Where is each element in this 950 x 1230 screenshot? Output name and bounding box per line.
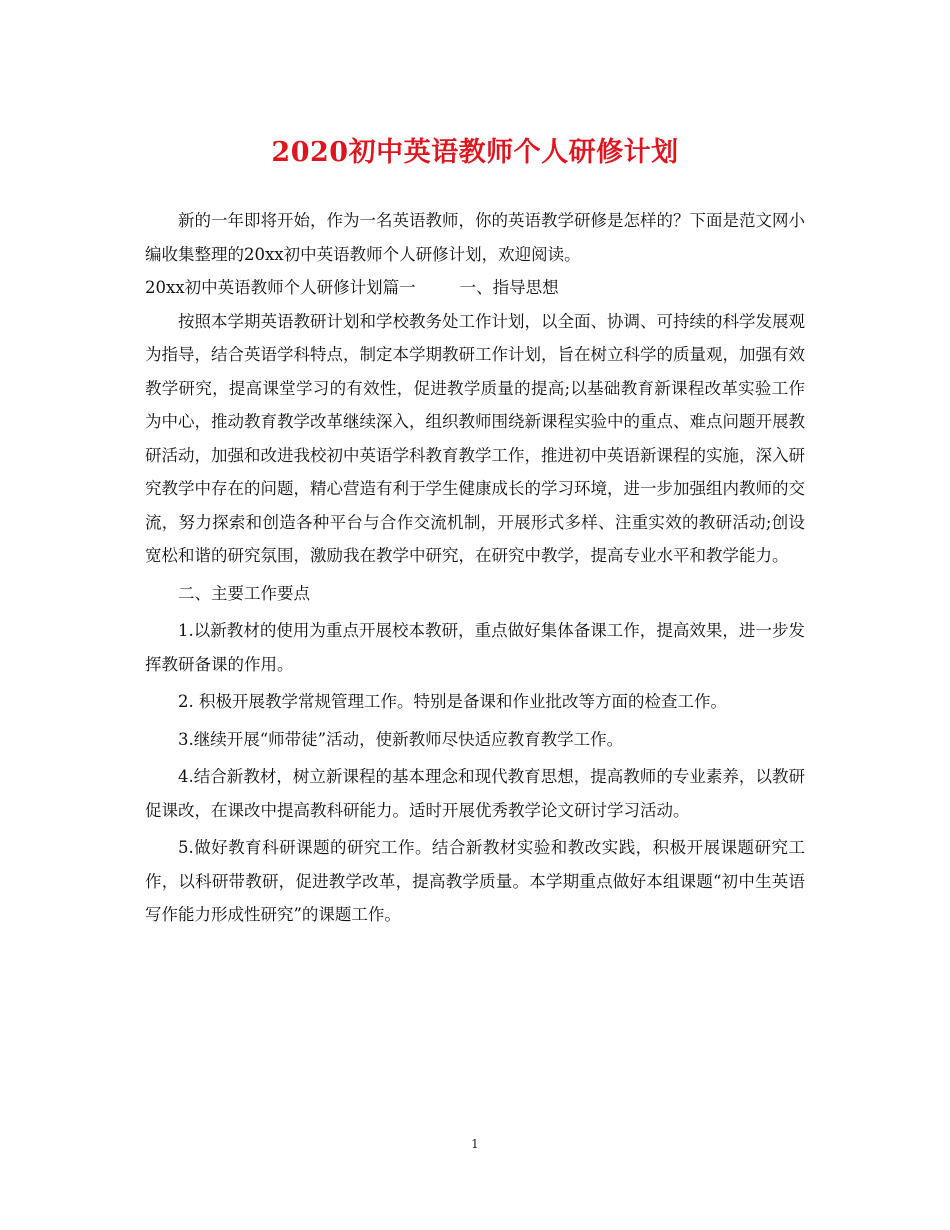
point-item: 4.结合新教材，树立新课程的基本理念和现代教育思想，提高教师的专业素养，以教研促课改，在课改中提高教科研能力。适时开展优秀教学论文研讨学习活动。 [145,767,805,820]
point-item: 1.以新教材的使用为重点开展校本教研，重点做好集体备课工作，提高效果，进一步发挥教研备课的作用。 [145,621,805,674]
section-heading-b: 一、指导思想 [459,278,559,297]
intro-paragraph: 新的一年即将开始，作为一名英语教师，你的英语教学研修是怎样的？下面是范文网小编收集整理的20xx初中英语教师个人研修计划，欢迎阅读。 [145,211,805,264]
point-item: 2. 积极开展教学常规管理工作。特别是备课和作业批改等方面的检查工作。 [178,692,727,711]
point-item: 5.做好教育科研课题的研究工作。结合新教材实验和教改实践，积极开展课题研究工作，以科研带教研，促进教学改革，提高教学质量。本学期重点做好本组课题“初中生英语写作能力形成性研究”的课题工作。 [145,838,805,924]
main-points-heading: 二、主要工作要点 [178,583,310,603]
section-heading-line [145,271,805,305]
point-item: 3.继续开展“师带徒”活动，使新教师尽快适应教育教学工作。 [178,729,624,749]
document-title: 2020初中英语教师个人研修计划 [271,137,679,168]
page-number: 1 [471,1137,479,1151]
section-heading-a: 20xx初中英语教师个人研修计划篇一 [145,278,416,297]
guiding-paragraph: 按照本学期英语教研计划和学校教务处工作计划，以全面、协调、可持续的科学发展观为指导，结合英语学科特点，制定本学期教研工作计划，旨在树立科学的质量观，加强有效教学研究，提高课堂学习的有效性，促进教学质量的提高;以基础教育新课程改革实验工作为中心，推动教育教学改革继续深入，组织教师围绕新课程实验中的重点、难点问题开展教研活动，加强和改进我校初中英语学科教育教学工作，推进初中英语新课程的实施，深入研究教学中存在的问题，精心营造有利于学生健康成长的学习环境，进一步加强组内教师的交流，努力探索和创造各种平台与合作交流机制，开展形式多样、注重实效的教研活动;创设宽松和谐的研究氛围，激励我在教学中研究，在研究中教学，提高专业水平和教学能力。 [145,311,805,565]
document-body [145,204,805,932]
